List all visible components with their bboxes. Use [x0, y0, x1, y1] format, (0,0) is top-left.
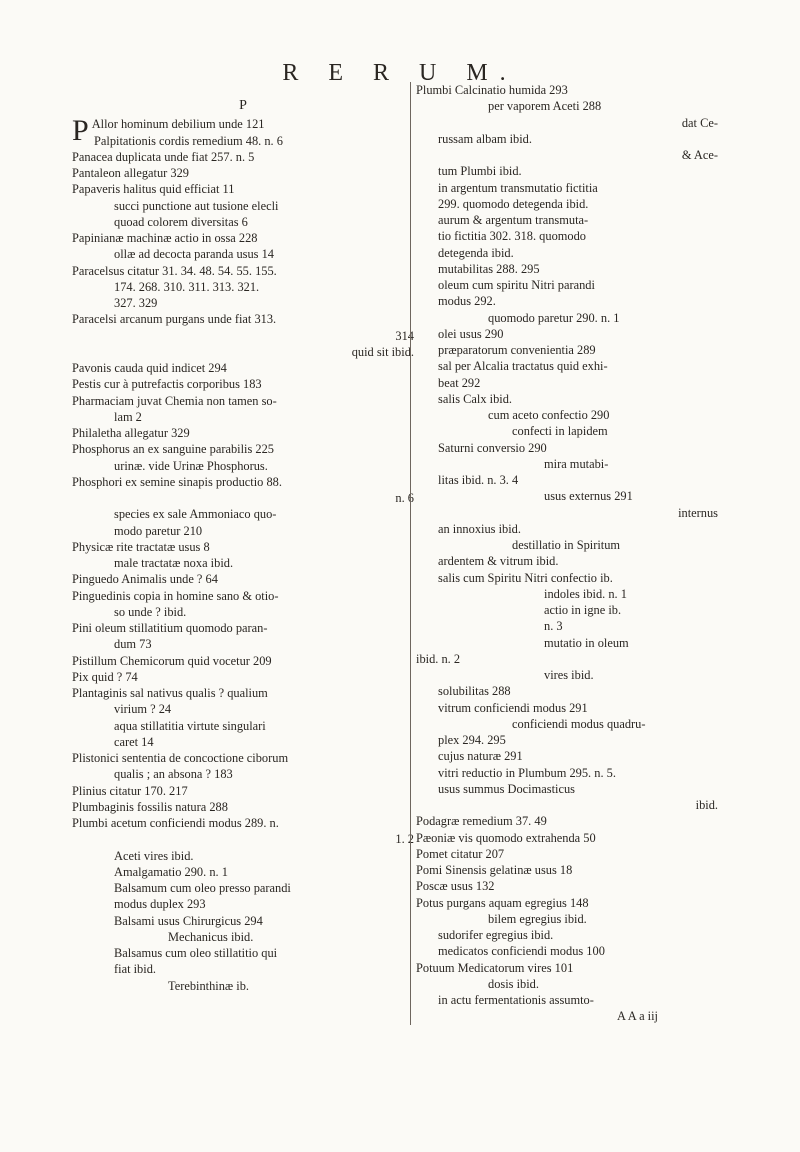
- index-entry: [72, 263, 414, 312]
- index-subentry-line: præparatorum convenientia 289: [438, 343, 596, 357]
- index-subentry-line: tum Plumbi ibid.: [438, 164, 522, 179]
- index-subentry-line: modus duplex 293: [114, 897, 206, 912]
- index-entry: [72, 815, 414, 994]
- index-entry-line: Plistonici sententia de concoctione ciborum: [72, 751, 289, 765]
- index-entry: [72, 311, 414, 360]
- index-subentry-line: virium ? 24: [114, 702, 172, 717]
- left-column: [72, 84, 414, 994]
- index-subentry-line: dat Ce-: [681, 115, 718, 130]
- index-subentry-line: sal per Alcalia tractatus quid exhi-: [438, 359, 608, 374]
- index-subentry-line: usus summus Docimasticus: [438, 781, 575, 796]
- index-entry: [416, 813, 718, 829]
- index-entry: [72, 425, 414, 441]
- index-subentry-line: russam albam ibid.: [438, 131, 532, 146]
- index-entry: [416, 830, 718, 846]
- index-entry-line: Pestis cur à putrefactis corporibus 183: [72, 377, 262, 392]
- index-subentry-line: salis cum Spiritu Nitri confectio ib.: [438, 570, 613, 585]
- index-subentry-line: n. 6: [395, 491, 414, 505]
- index-entry: [416, 878, 718, 894]
- left-entries: [72, 116, 414, 994]
- index-entry: [72, 588, 414, 621]
- index-subentry-line: urinæ. vide Urinæ Phosphorus.: [114, 458, 268, 473]
- index-entry: [72, 620, 414, 653]
- index-entry-line: Plantaginis sal nativus qualis ? qualium: [72, 686, 268, 700]
- index-subentry-line: vitrum conficiendi modus 291: [438, 700, 588, 715]
- index-subentry-line: plex 294. 295: [438, 733, 506, 747]
- index-entry-line: Poscæ usus 132: [416, 879, 495, 894]
- index-entry: [416, 846, 718, 862]
- right-entries: [416, 82, 718, 1008]
- index-subentry-line: so unde ? ibid.: [114, 604, 187, 619]
- index-entry: [416, 82, 718, 180]
- index-entry-line: Papaveris halitus quid efficiat 11: [72, 182, 235, 197]
- index-subentry-line: Saturni conversio 290: [438, 440, 547, 455]
- index-subentry-line: aqua stillatitia virtute singulari: [114, 718, 266, 733]
- index-subentry-line: qualis ; an absona ? 183: [114, 767, 233, 782]
- index-subentry-line: male tractatæ noxa ibid.: [114, 556, 234, 570]
- index-subentry-line: quomodo paretur 290. n. 1: [488, 310, 620, 325]
- index-entry: [72, 376, 414, 392]
- index-subentry-line: detegenda ibid.: [438, 245, 514, 260]
- index-entry-line: Pomet citatur 207: [416, 846, 505, 861]
- index-subentry-line: usus externus 291: [544, 489, 633, 504]
- index-entry: [72, 685, 414, 750]
- index-entry-line: Pini oleum stillatitium quomodo paran-: [72, 621, 268, 635]
- section-letter: P: [239, 98, 247, 113]
- index-entry-line: Plumbi acetum conficiendi modus 289. n.: [72, 816, 279, 830]
- index-subentry-line: indoles ibid. n. 1: [544, 586, 627, 601]
- index-subentry-line: beat 292: [438, 375, 481, 390]
- index-entry: [72, 750, 414, 783]
- index-subentry-line: Terebinthinæ ib.: [168, 978, 250, 993]
- right-column: [410, 82, 718, 1025]
- index-subentry-line: lam 2: [114, 409, 142, 424]
- running-head: R E R U M.: [282, 60, 518, 86]
- signature-mark: A A a iij: [617, 1009, 658, 1024]
- index-entry-line: Pantaleon allegatur 329: [72, 166, 189, 180]
- index-entry-line: Plinius citatur 170. 217: [72, 783, 188, 798]
- index-entry: [72, 571, 414, 587]
- index-subentry-line: an innoxius ibid.: [438, 521, 521, 536]
- index-entry-line: Philaletha allegatur 329: [72, 426, 190, 440]
- index-subentry-line: n. 3: [544, 619, 563, 634]
- index-entry: [416, 261, 718, 684]
- index-subentry-line: confecti in lapidem: [512, 424, 608, 439]
- index-entry-line: Pix quid ? 74: [72, 669, 138, 684]
- index-subentry-line: 314: [395, 328, 414, 343]
- index-subentry-line: aurum & argentum transmuta-: [438, 213, 589, 227]
- index-subentry-line: ardentem & vitrum ibid.: [438, 554, 559, 569]
- index-subentry-line: destillatio in Spiritum: [512, 538, 621, 552]
- index-entry-line: Pæoniæ vis quomodo extrahenda 50: [416, 830, 596, 845]
- index-subentry-line: vires ibid.: [544, 668, 594, 682]
- index-subentry-line: litas ibid. n. 3. 4: [438, 473, 519, 487]
- index-entry: [72, 539, 414, 572]
- index-subentry-line: 327. 329: [114, 296, 158, 310]
- index-entry-line: Pavonis cauda quid indicet 294: [72, 361, 227, 375]
- index-entry: [72, 149, 414, 165]
- index-subentry-line: modus 292.: [438, 294, 496, 309]
- index-subentry-line: oleum cum spiritu Nitri parandi: [438, 278, 595, 292]
- index-subentry-line: 174. 268. 310. 311. 313. 321.: [114, 279, 260, 294]
- index-entry-line: Potus purgans aquam egregius 148: [416, 895, 589, 910]
- index-subentry-line: conficiendi modus quadru-: [512, 716, 646, 731]
- index-subentry-line: dosis ibid.: [488, 976, 539, 991]
- index-subentry-line: succi punctione aut tusione elecli: [114, 198, 279, 213]
- index-subentry-line: olei usus 290: [438, 326, 504, 341]
- index-entry-line: Allor hominum debilium unde 121: [91, 117, 265, 132]
- index-entry: [416, 895, 718, 960]
- index-subentry-line: cujus naturæ 291: [438, 749, 523, 764]
- index-entry: [416, 960, 718, 1009]
- index-subentry-line: Palpitationis cordis remedium 48. n. 6: [94, 133, 283, 148]
- index-subentry-line: & Ace-: [681, 148, 718, 162]
- index-entry-line: Paracelsus citatur 31. 34. 48. 54. 55. 155.: [72, 263, 277, 278]
- index-entry: [72, 116, 414, 149]
- index-subentry-line: mutatio in oleum: [544, 635, 629, 650]
- index-entry: [72, 474, 414, 539]
- index-entry-line: solubilitas 288: [438, 684, 511, 699]
- index-entry: [72, 360, 414, 376]
- index-subentry-line: mira mutabi-: [544, 456, 609, 471]
- index-subentry-line: 299. quomodo detegenda ibid.: [438, 196, 589, 211]
- index-subentry-line: ibid. n. 2: [416, 651, 461, 666]
- index-entry-line: Panacea duplicata unde fiat 257. n. 5: [72, 149, 255, 164]
- index-subentry-line: salis Calx ibid.: [438, 391, 512, 406]
- index-subentry-line: ibid.: [695, 798, 718, 812]
- index-subentry-line: bilem egregius ibid.: [488, 911, 587, 926]
- drop-capital: P: [72, 114, 89, 148]
- index-entry-line: Potuum Medicatorum vires 101: [416, 960, 574, 975]
- index-subentry-line: internus: [678, 505, 718, 520]
- index-subentry-line: Aceti vires ibid.: [114, 848, 194, 863]
- index-entry-line: Plumbaginis fossilis natura 288: [72, 799, 228, 814]
- index-entry-line: Paracelsi arcanum purgans unde fiat 313.: [72, 312, 277, 327]
- index-subentry-line: ollæ ad decocta paranda usus 14: [114, 247, 274, 262]
- index-subentry-line: tio fictitia 302. 318. quomodo: [438, 229, 586, 244]
- index-entry: [72, 799, 414, 815]
- index-entry: [72, 165, 414, 181]
- index-subentry-line: sudorifer egregius ibid.: [438, 928, 554, 942]
- index-subentry-line: medicatos conficiendi modus 100: [438, 944, 605, 959]
- index-entry-line: Podagræ remedium 37. 49: [416, 814, 547, 829]
- index-entry-line: Phosphori ex semine sinapis productio 88.: [72, 474, 282, 489]
- index-subentry-line: per vaporem Aceti 288: [488, 99, 602, 114]
- index-entry-line: Physicæ rite tractatæ usus 8: [72, 539, 210, 554]
- index-entry-line: Pinguedo Animalis unde ? 64: [72, 572, 218, 587]
- index-entry: [72, 669, 414, 685]
- index-entry-line: Pinguedinis copia in homine sano & otio-: [72, 588, 279, 603]
- index-entry: [72, 653, 414, 669]
- index-entry-line: Papinianæ machinæ actio in ossa 228: [72, 231, 258, 245]
- index-subentry-line: Balsami usus Chirurgicus 294: [114, 913, 263, 928]
- index-subentry-line: 1. 2: [395, 832, 414, 847]
- index-subentry-line: in actu fermentationis assumto-: [438, 993, 594, 1007]
- index-entry: [72, 441, 414, 474]
- index-entry: [72, 783, 414, 799]
- index-subentry-line: modo paretur 210: [114, 523, 203, 538]
- index-subentry-line: dum 73: [114, 637, 152, 652]
- index-subentry-line: cum aceto confectio 290: [488, 408, 610, 422]
- index-subentry-line: fiat ibid.: [114, 962, 156, 977]
- index-subentry-line: Balsamus cum oleo stillatitio qui: [114, 946, 278, 960]
- index-entry: [416, 180, 718, 261]
- index-entry: [72, 181, 414, 230]
- index-subentry-line: species ex sale Ammoniaco quo-: [114, 507, 277, 522]
- index-subentry-line: vitri reductio in Plumbum 295. n. 5.: [438, 765, 616, 780]
- index-entry-line: Pistillum Chemicorum quid vocetur 209: [72, 653, 272, 668]
- index-subentry-line: actio in igne ib.: [544, 603, 622, 617]
- index-subentry-line: quid sit ibid.: [351, 344, 414, 359]
- index-entry: [72, 230, 414, 263]
- index-entry-line: Phosphorus an ex sanguine parabilis 225: [72, 442, 275, 457]
- index-entry-line: mutabilitas 288. 295: [438, 261, 540, 276]
- index-subentry-line: quoad colorem diversitas 6: [114, 214, 248, 229]
- index-entry: [416, 683, 718, 813]
- index-entry-line: Plumbi Calcinatio humida 293: [416, 83, 568, 97]
- index-entry: [72, 393, 414, 426]
- index-entry-line: in argentum transmutatio fictitia: [438, 180, 598, 195]
- index-entry-line: Pomi Sinensis gelatinæ usus 18: [416, 863, 573, 877]
- index-subentry-line: Balsamum cum oleo presso parandi: [114, 881, 291, 895]
- index-entry: [416, 862, 718, 878]
- index-subentry-line: Mechanicus ibid.: [168, 929, 254, 944]
- index-entry-line: Pharmaciam juvat Chemia non tamen so-: [72, 393, 277, 408]
- index-subentry-line: caret 14: [114, 734, 154, 749]
- index-subentry-line: Amalgamatio 290. n. 1: [114, 864, 228, 879]
